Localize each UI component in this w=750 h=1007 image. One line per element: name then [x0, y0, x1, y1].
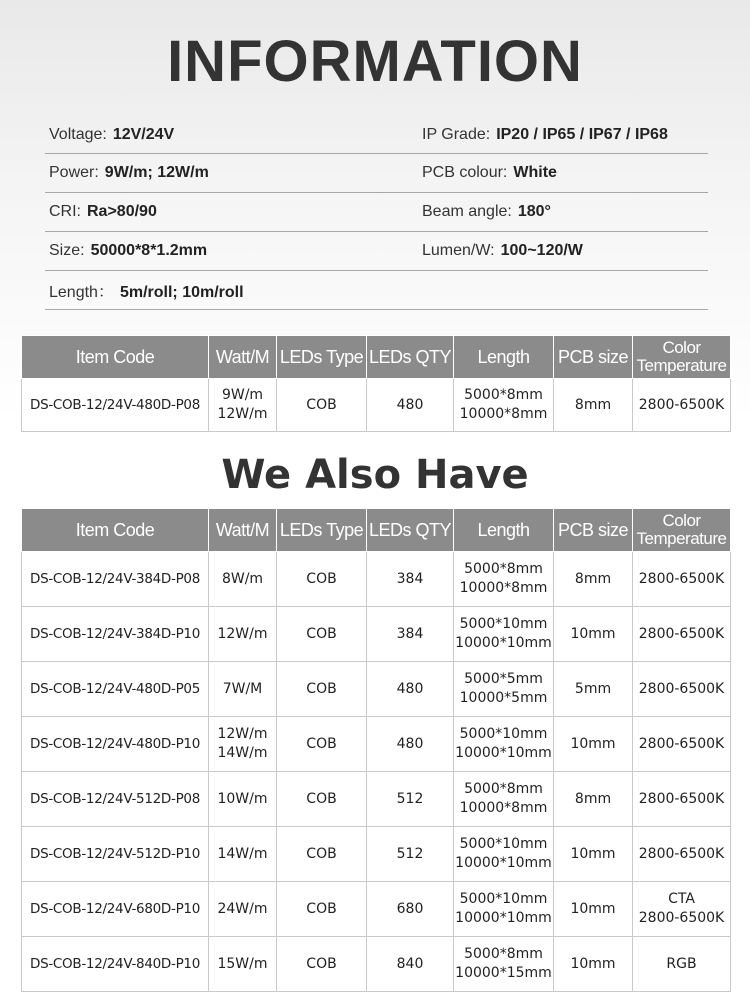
table-header-row: [22, 336, 731, 379]
table-cell: 2800-6500K: [633, 662, 731, 717]
table-cell: 10mm: [554, 717, 633, 772]
table-cell: COB: [277, 937, 367, 992]
table-cell: DS-COB-12/24V-512D-P10: [22, 827, 209, 882]
table-cell: CTA 2800-6500K: [633, 882, 731, 937]
info-label: Size:: [49, 242, 85, 259]
table-cell: 680: [367, 882, 454, 937]
table-cell: DS-COB-12/24V-512D-P08: [22, 772, 209, 827]
table-row: [22, 827, 731, 882]
table-cell: COB: [277, 552, 367, 607]
table-cell: 8mm: [554, 379, 633, 432]
table-cell: COB: [277, 827, 367, 882]
table-row: [22, 662, 731, 717]
section-title: We Also Have: [221, 452, 529, 498]
info-row: [45, 232, 708, 271]
info-value: Ra>80/90: [87, 203, 157, 220]
table-row: [22, 552, 731, 607]
table-row: [22, 379, 731, 432]
info-length: [45, 279, 422, 302]
table-cell: 10mm: [554, 937, 633, 992]
info-value: 5m/roll; 10m/roll: [119, 283, 244, 301]
info-label: Voltage:: [49, 125, 107, 143]
column-header: Item Code: [22, 509, 209, 552]
table-row: [22, 772, 731, 827]
table-cell: 480: [367, 379, 454, 432]
table-cell: 8W/m: [209, 552, 277, 607]
info-beam-angle: [422, 203, 708, 221]
header-line: Temperature: [636, 529, 727, 548]
column-header: PCB size: [554, 509, 633, 552]
table-cell: 2800-6500K: [633, 827, 731, 882]
info-row: [45, 154, 708, 193]
info-label: Beam angle:: [422, 203, 512, 220]
table-cell: 10mm: [554, 607, 633, 662]
table-cell: COB: [277, 717, 367, 772]
table-cell: 480: [367, 662, 454, 717]
info-label: PCB colour:: [422, 164, 508, 181]
table-cell: COB: [277, 772, 367, 827]
table-cell: DS-COB-12/24V-384D-P10: [22, 607, 209, 662]
also-have-table: [21, 508, 731, 992]
header-line: Color: [662, 511, 701, 530]
column-header: LEDs Type: [277, 336, 367, 379]
table-row: [22, 937, 731, 992]
table-cell: DS-COB-12/24V-384D-P08: [22, 552, 209, 607]
table-cell: DS-COB-12/24V-680D-P10: [22, 882, 209, 937]
table-cell: 5000*10mm 10000*10mm: [454, 717, 554, 772]
table-cell: 2800-6500K: [633, 717, 731, 772]
table-cell: 2800-6500K: [633, 607, 731, 662]
info-label: Length：: [49, 283, 114, 301]
table-body: [22, 379, 731, 432]
table-row: [22, 882, 731, 937]
info-row: [45, 271, 708, 310]
table-cell: 10mm: [554, 882, 633, 937]
info-value: 9W/m; 12W/m: [104, 164, 209, 181]
table-cell: 2800-6500K: [633, 772, 731, 827]
table-cell: 10W/m: [209, 772, 277, 827]
table-cell: 5000*8mm 10000*8mm: [454, 379, 554, 432]
table-cell: COB: [277, 379, 367, 432]
table-cell: 384: [367, 607, 454, 662]
column-header-color-temperature: [633, 336, 731, 379]
info-ip-grade: [422, 126, 708, 144]
column-header: Length: [454, 336, 554, 379]
table-cell: 8mm: [554, 552, 633, 607]
table-cell: 384: [367, 552, 454, 607]
info-value: 12V/24V: [112, 125, 175, 143]
table-cell: 10mm: [554, 827, 633, 882]
info-value: 180°: [517, 203, 551, 220]
table-cell: DS-COB-12/24V-840D-P10: [22, 937, 209, 992]
table-cell: DS-COB-12/24V-480D-P08: [22, 379, 209, 432]
info-label: CRI:: [49, 203, 81, 220]
table-cell: DS-COB-12/24V-480D-P10: [22, 717, 209, 772]
column-header: Watt/M: [209, 336, 277, 379]
table-cell: 5000*8mm 10000*15mm: [454, 937, 554, 992]
table-body: [22, 552, 731, 992]
table-cell: COB: [277, 662, 367, 717]
table-cell: COB: [277, 607, 367, 662]
table-cell: 2800-6500K: [633, 552, 731, 607]
column-header: LEDs QTY: [367, 509, 454, 552]
table-cell: RGB: [633, 937, 731, 992]
table-cell: 24W/m: [209, 882, 277, 937]
table-cell: 5mm: [554, 662, 633, 717]
info-label: Power:: [49, 164, 99, 181]
info-value: 50000*8*1.2mm: [90, 242, 208, 259]
table-cell: 512: [367, 827, 454, 882]
table-cell: 840: [367, 937, 454, 992]
table-header-row: [22, 509, 731, 552]
info-value: White: [513, 164, 557, 181]
info-cri: [45, 203, 422, 221]
table-cell: 5000*8mm 10000*8mm: [454, 772, 554, 827]
table-cell: 12W/m: [209, 607, 277, 662]
table-cell: 9W/m 12W/m: [209, 379, 277, 432]
info-label: Lumen/W:: [422, 242, 495, 259]
table-cell: 14W/m: [209, 827, 277, 882]
header-line: Color: [662, 338, 701, 357]
info-row: [45, 193, 708, 232]
column-header: PCB size: [554, 336, 633, 379]
table-cell: 15W/m: [209, 937, 277, 992]
info-label: IP Grade:: [422, 125, 491, 143]
info-value: 100~120/W: [500, 242, 583, 259]
table-cell: 8mm: [554, 772, 633, 827]
table-cell: 480: [367, 717, 454, 772]
table-cell: 5000*8mm 10000*8mm: [454, 552, 554, 607]
table-cell: 12W/m 14W/m: [209, 717, 277, 772]
info-voltage: [45, 126, 422, 144]
info-power: [45, 164, 422, 182]
page-title: INFORMATION: [167, 29, 583, 94]
column-header: Watt/M: [209, 509, 277, 552]
info-list: [45, 116, 708, 310]
table-row: [22, 717, 731, 772]
table-cell: 2800-6500K: [633, 379, 731, 432]
table-cell: 5000*10mm 10000*10mm: [454, 882, 554, 937]
table-cell: 512: [367, 772, 454, 827]
header-line: Temperature: [636, 356, 727, 375]
info-lumen: [422, 242, 708, 260]
table-cell: 7W/M: [209, 662, 277, 717]
table-cell: 5000*5mm 10000*5mm: [454, 662, 554, 717]
table-cell: DS-COB-12/24V-480D-P05: [22, 662, 209, 717]
column-header-color-temperature: [633, 509, 731, 552]
info-row: [45, 116, 708, 154]
column-header: LEDs Type: [277, 509, 367, 552]
table-cell: 5000*10mm 10000*10mm: [454, 607, 554, 662]
info-pcb-colour: [422, 164, 708, 182]
table-cell: COB: [277, 882, 367, 937]
table-cell: 5000*10mm 10000*10mm: [454, 827, 554, 882]
info-value: IP20 / IP65 / IP67 / IP68: [496, 125, 668, 143]
info-size: [45, 242, 422, 260]
column-header: Length: [454, 509, 554, 552]
main-spec-table: [21, 335, 731, 432]
table-row: [22, 607, 731, 662]
column-header: Item Code: [22, 336, 209, 379]
column-header: LEDs QTY: [367, 336, 454, 379]
